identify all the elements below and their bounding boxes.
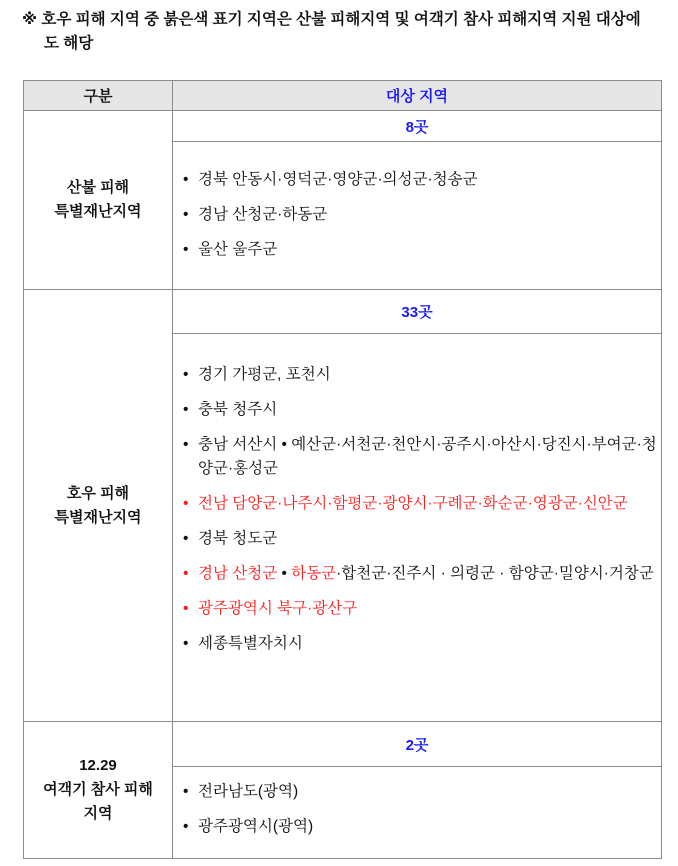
category-label: 특별재난지역 bbox=[54, 508, 142, 526]
region-list bbox=[173, 767, 662, 859]
bullet-icon: • bbox=[183, 565, 189, 582]
region-text: 전라남도(광역) bbox=[198, 783, 299, 800]
header-target-area: 대상 지역 bbox=[173, 81, 662, 111]
list-item bbox=[173, 815, 661, 839]
bullet-icon: • bbox=[183, 600, 189, 617]
notice-line-2: 도 해당 bbox=[44, 35, 94, 52]
list-item bbox=[173, 203, 661, 227]
list-item bbox=[173, 363, 661, 387]
list-item bbox=[173, 597, 661, 621]
category-label: 지역 bbox=[83, 805, 113, 822]
list-item bbox=[173, 492, 661, 516]
region-text: 세종특별자치시 bbox=[198, 635, 303, 652]
bullet-icon: • bbox=[183, 401, 189, 418]
bullet-icon: • bbox=[183, 783, 189, 800]
region-text: 울산 울주군 bbox=[198, 241, 278, 258]
region-text: 경남 산청군 bbox=[198, 565, 278, 582]
bullet-icon: • bbox=[183, 530, 189, 547]
table-row bbox=[24, 111, 662, 142]
bullet-icon: • bbox=[183, 635, 189, 652]
region-text: 충북 청주시 bbox=[198, 401, 278, 418]
disaster-area-table bbox=[23, 80, 662, 859]
region-text: 광주광역시(광역) bbox=[198, 818, 314, 835]
list-item bbox=[173, 433, 661, 481]
category-label: 산불 피해 bbox=[66, 179, 130, 196]
list-item bbox=[173, 168, 661, 192]
bullet-icon: • bbox=[183, 206, 189, 223]
bullet-icon: • bbox=[183, 495, 189, 512]
list-item bbox=[173, 780, 661, 804]
category-label: 12.29 bbox=[79, 757, 117, 774]
bullet-icon: • bbox=[183, 366, 189, 383]
bullet-icon: • bbox=[183, 818, 189, 835]
notice-text bbox=[22, 8, 672, 56]
region-count: 33곳 bbox=[173, 290, 662, 334]
category-label: 여객기 참사 피해 bbox=[43, 781, 153, 798]
region-text: 경기 가평군, 포천시 bbox=[198, 366, 331, 383]
region-text: 하동군 bbox=[291, 565, 337, 582]
region-text: ·합천군·진주시 · 의령군 · 함양군·밀양시·거창군 bbox=[336, 565, 654, 582]
table-row bbox=[24, 290, 662, 334]
notice-line-1: ※ 호우 피해 지역 중 붉은색 표기 지역은 산불 피해지역 및 여객기 참사 피해지역 지원 대상에 bbox=[22, 11, 641, 28]
header-category: 구분 bbox=[24, 81, 173, 111]
list-item bbox=[173, 527, 661, 551]
list-item bbox=[173, 632, 661, 656]
category-cell bbox=[24, 722, 173, 859]
region-count: 8곳 bbox=[173, 111, 662, 142]
region-text: • bbox=[277, 565, 292, 582]
list-item bbox=[173, 562, 661, 586]
region-text: 광주광역시 북구·광산구 bbox=[198, 600, 358, 617]
bullet-icon: • bbox=[183, 171, 189, 188]
region-list bbox=[173, 334, 662, 722]
category-label: 호우 피해 bbox=[66, 484, 130, 502]
region-count: 2곳 bbox=[173, 722, 662, 767]
table-row bbox=[24, 722, 662, 767]
bullet-icon: • bbox=[183, 241, 189, 258]
list-item bbox=[173, 398, 661, 422]
region-text: 경북 안동시·영덕군·영양군·의성군·청송군 bbox=[198, 171, 478, 188]
list-item bbox=[173, 238, 661, 262]
region-text: 전남 담양군·나주시·함평군·광양시·구례군·화순군·영광군·신안군 bbox=[198, 495, 628, 512]
region-text: 경북 청도군 bbox=[198, 530, 278, 547]
region-text: 경남 산청군·하동군 bbox=[198, 206, 328, 223]
category-cell bbox=[24, 290, 173, 722]
category-label: 특별재난지역 bbox=[54, 203, 142, 220]
category-cell bbox=[24, 111, 173, 290]
bullet-icon: • bbox=[183, 436, 189, 453]
region-text: 충남 서산시 • 예산군·서천군·천안시·공주시·아산시·당진시·부여군·청양군·홍성군 bbox=[198, 436, 657, 477]
region-list bbox=[173, 142, 662, 290]
